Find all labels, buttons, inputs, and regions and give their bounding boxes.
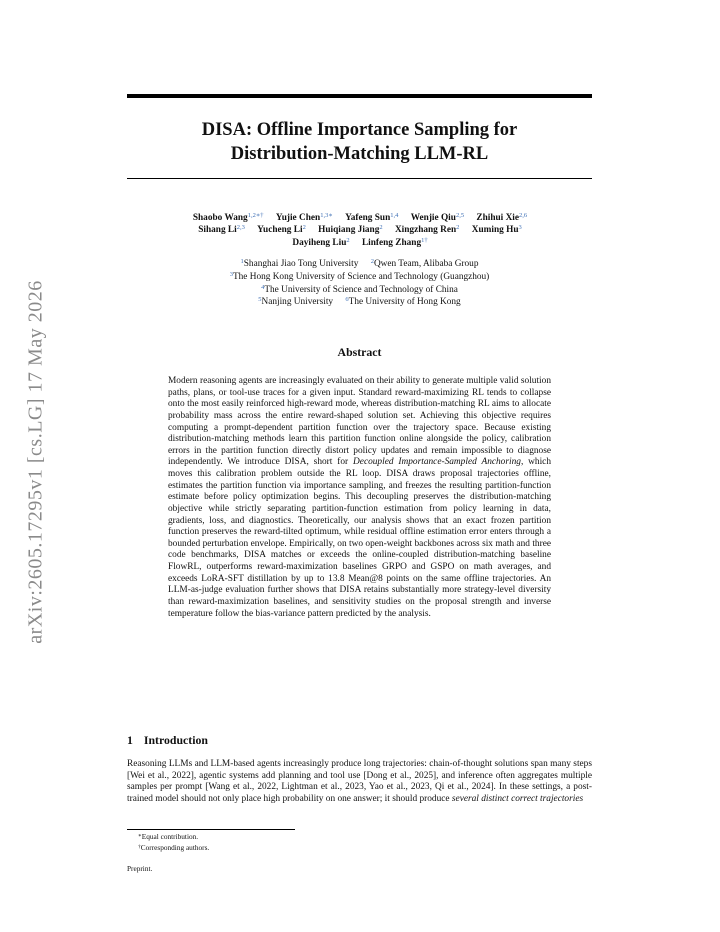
author-line-2 (110, 224, 610, 236)
author: Yucheng Li$^2$ (257, 224, 306, 236)
arxiv-stamp-text: arXiv:2605.17295v1 [cs.LG] 17 May 2026 (24, 280, 47, 644)
author: Xuming Hu$^3$ (471, 224, 522, 236)
affiliation: $^2$Qwen Team, Alibaba Group (370, 258, 479, 269)
affiliation-line-4 (127, 296, 592, 309)
footnote: †Corresponding authors. (138, 843, 210, 852)
affiliation-line-1 (127, 258, 592, 271)
author-line-1 (110, 212, 610, 224)
author: Linfeng Zhang$^{1\dagger}$ (361, 236, 428, 248)
abstract-body: Modern reasoning agents are increasingly evaluated on their ability to generate multiple valid solution paths, plans, or tool-use traces for a given input. Standard reward-maximizing RL tends to collapse onto the most easily reinforced high-reward mode, whereas distribution-matching RL aims to allocate probability mass across the entire reward-shaped solution set. Achieving this objective requires computing a prompt-dependent partition function over the trajectory space. Because existing distribution-matching methods learn this partition function online alongside the policy, calibration errors in the partition function directly distort policy updates and remain impossible to diagnose independently. We introduce DISA, short for Decoupled Importance-Sampled Anchoring, which moves this calibration problem outside the RL loop. DISA draws proposal trajectories offline, estimates the partition function via importance sampling, and freezes the resulting partition-function estimate before policy optimization begins. This decoupling preserves the distribution-matching objective while strictly separating partition-function estimation from policy learning in data, gradients, loss, and diagnostics. Theoretically, our analysis shows that an exact frozen partition function preserves the reward-tilted optimum, while residual offline estimation error enters through a bounded perturbation envelope. Empirically, on two open-weight backbones across six math and three code benchmarks, DISA matches or exceeds the online-coupled distribution-matching baseline FlowRL, outperforms reward-maximization baselines GRPO and GSPO on math averages, and exceeds LoRA-SFT distillation by up to 13.8 Mean@8 points on the same offline trajectories. An LLM-as-judge evaluation further shows that DISA retains substantially more strategy-level diversity than reward-maximization baselines, and sensitivity studies on the proposal strength and inverse temperature follow the bias-variance pattern predicted by the analysis. (168, 376, 551, 619)
author: Xingzhang Ren$^2$ (394, 224, 460, 236)
author-list (110, 212, 610, 249)
affiliation: $^4$The University of Science and Technology of China (261, 283, 458, 295)
affiliation: $^5$Nanjing University (258, 296, 334, 308)
author: Dayiheng Liu$^2$ (292, 236, 350, 248)
author: Shaobo Wang$^{1,2∗\dagger}$ (192, 212, 264, 223)
affiliation: $^3$The Hong Kong University of Science and Technology (Guangzhou) (229, 270, 490, 282)
preprint-label: Preprint. (127, 864, 153, 873)
section-heading (127, 733, 208, 748)
affiliation-line-2 (127, 271, 592, 284)
author: Wenjie Qiu$^{2,5}$ (410, 212, 465, 223)
intro-emphasis: several distinct correct trajectories (451, 793, 584, 804)
intro-paragraph: Reasoning LLMs and LLM-based agents increasingly produce long trajectories: chain-of-thought solutions span many steps [Wei et al., 2022], agentic systems add planning and tool use [Dong et al., 2025], and inference often aggregates multiple samples per prompt [Wang et al., 2022, Lightman et al., 2023, Yao et al., 2023, Qi et al., 2024]. In these settings, a post-trained model should not only place high probability on one answer; it should produce several distinct correct trajectories (127, 759, 592, 804)
author: Yafeng Sun$^{1,4}$ (345, 212, 399, 223)
title-line-2: Distribution-Matching LLM-RL (230, 144, 489, 164)
footnote: ∗Equal contribution. (138, 832, 199, 841)
abstract-emphasis: Decoupled Importance-Sampled Anchoring (353, 457, 521, 468)
affiliation-line-3 (127, 284, 592, 297)
section-title: Introduction (143, 733, 208, 747)
author: Zhihui Xie$^{2,6}$ (476, 212, 528, 223)
affiliation-list (127, 258, 592, 309)
author: Huiqiang Jiang$^2$ (318, 224, 383, 236)
paper-title (127, 118, 592, 166)
title-bottom-rule (127, 178, 592, 179)
author: Sihang Li$^{2,3}$ (198, 224, 245, 236)
affiliation: $^6$The University of Hong Kong (345, 296, 461, 308)
title-line-1: DISA: Offline Importance Sampling for (201, 120, 518, 140)
author-line-3 (110, 237, 610, 249)
abstract-heading: Abstract (337, 345, 382, 359)
footnote-rule (127, 829, 295, 830)
top-rule (127, 94, 592, 98)
author: Yujie Chen$^{1,3∗}$ (275, 212, 333, 223)
section-number: 1 (127, 733, 133, 747)
affiliation: $^1$Shanghai Jiao Tong University (240, 258, 359, 269)
